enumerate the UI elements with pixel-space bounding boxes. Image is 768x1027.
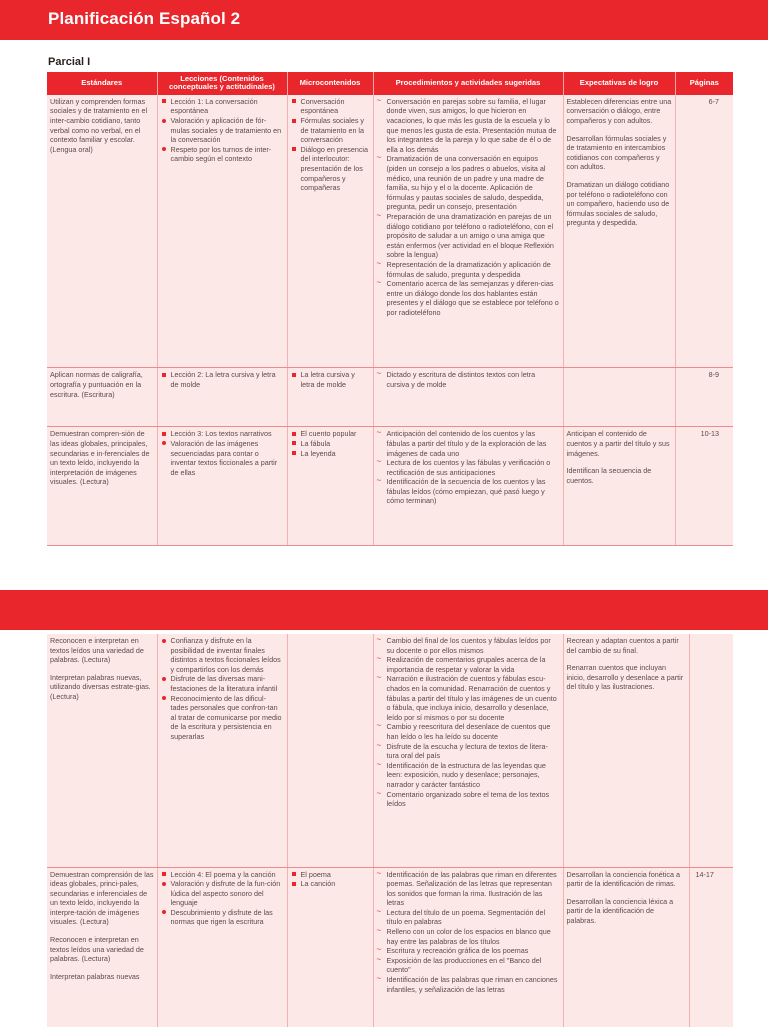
col-header: Procedimientos y actividades sugeridas xyxy=(373,72,563,95)
list-item: La leyenda xyxy=(291,449,370,459)
estandar-text: Interpretan palabras nuevas, utilizando diversas estrate-gias. (Lectura) xyxy=(50,672,151,701)
planning-table-1 xyxy=(47,72,733,546)
section-label: Parcial I xyxy=(48,56,91,68)
list-item: ~ Identificación de la secuencia de los cuentos y las fábulas leídos (cómo empiezan, qué pasó luego y cómo terminan) xyxy=(377,477,560,506)
list-item: ~ Anticipación del contenido de los cuentos y las fábulas a partir del título y de la exploración de las imágenes de cada uno xyxy=(377,429,560,458)
expectativa-text: Desarrollan fórmulas sociales y de tratamiento en intercambios cotidianos con compañeros y con adultos. xyxy=(566,133,667,172)
list-item: Conversación espontánea xyxy=(291,97,370,116)
list-item: ~ Escritura y recreación gráfica de los poemas xyxy=(377,946,560,956)
list-item: Disfrute de las diversas mani-festaciones de la literatura infantil xyxy=(161,674,284,693)
list-item: Respeto por los turnos de inter-cambio según el contexto xyxy=(161,145,284,164)
estandar-text: Reconocen e interpretan en textos leídos una variedad de palabras. (Lectura) xyxy=(50,935,144,964)
list-item: La fábula xyxy=(291,439,370,449)
list-item: El cuento popular xyxy=(291,429,370,439)
list-item: Valoración y disfrute de la fun-ción lúdica del aspecto sonoro del lenguaje xyxy=(161,879,284,908)
col-header: Páginas xyxy=(675,72,733,95)
table-row xyxy=(47,634,733,867)
expectativa-text: Desarrollan la conciencia fonética a partir de la identificación de rimas. xyxy=(566,869,680,889)
col-header: Expectativas de logro xyxy=(563,72,675,95)
list-item: Valoración y aplicación de fór-mulas sociales y de tratamiento en la conversación xyxy=(161,116,284,145)
paginas-cell: 10-13 xyxy=(675,427,733,546)
list-item: Diálogo en presencia del interlocutor: presentación de los compañeros y compañeras xyxy=(291,145,370,193)
micro-cell xyxy=(287,634,373,867)
expectativa-text: Renarran cuentos que incluyan inicio, desarrollo y desenlace a partir del título y las ilustraciones. xyxy=(566,663,684,692)
lecciones-cell xyxy=(157,427,287,546)
list-item: Reconocimiento de las dificul-tades personales que confron-tan al tratar de comunicarse por medio de la escritura y persistencia en superarlas xyxy=(161,694,284,742)
planning-table-2 xyxy=(47,634,733,1027)
estandar-text: Reconocen e interpretan en textos leídos una variedad de palabras. (Lectura) xyxy=(50,636,144,665)
expectativa-text: Dramatizan un diálogo cotidiano por teléfono o radioteléfono con un compañero, haciendo uso de fórmulas sociales de saludo, pregunta y despedida. xyxy=(566,179,670,228)
expectativas-cell xyxy=(563,95,675,368)
list-item: ~ Comentario organizado sobre el tema de los textos leídos xyxy=(377,790,560,809)
estandar-cell: Aplican normas de caligrafía, ortografía y puntuación en la escritura. (Escritura) xyxy=(47,368,157,427)
expectativas-cell xyxy=(563,634,689,867)
table-header xyxy=(47,72,733,95)
expectativa-text: Anticipan el contenido de cuentos y a partir del título y sus imágenes. xyxy=(566,429,670,458)
list-item: ~ Identificación de las palabras que riman en diferentes poemas. Señalización de las letras que representan los sonidos que forman la rima. Ilustración de las letras xyxy=(377,870,560,908)
list-item: La letra cursiva y letra de molde xyxy=(291,370,370,389)
list-item: ~ Cambio y reescritura del desenlace de cuentos que han leído o les ha leído su docente xyxy=(377,722,560,741)
page-title: Planificación Español 2 xyxy=(48,9,241,28)
list-item: Lección 3: Los textos narrativos xyxy=(161,429,284,439)
list-item: Valoración de las imágenes secuenciadas para contar o inventar textos ficcionales a partir de ellas xyxy=(161,439,284,477)
estandar-cell: Demuestran compren-sión de las ideas globales, principales, secundarias e in-ferenciales de un texto leído, incluyendo la interpretación de imágenes visuales. (Lectura) xyxy=(47,427,157,546)
estandar-cell xyxy=(47,634,157,867)
expectativa-text: Recrean y adaptan cuentos a partir del cambio de su final. xyxy=(566,636,679,655)
expectativas-cell xyxy=(563,427,675,546)
expectativas-cell xyxy=(563,368,675,427)
procedimientos-cell xyxy=(373,368,563,427)
table-row xyxy=(47,867,733,1027)
micro-cell xyxy=(287,368,373,427)
micro-cell xyxy=(287,427,373,546)
paginas-cell: 14-17 xyxy=(689,867,733,1027)
procedimientos-cell xyxy=(373,867,563,1027)
list-item: ~ Exposición de las producciones en el "Banco del cuento" xyxy=(377,956,560,975)
col-header: Lecciones (Contenidos conceptuales y actitudinales) xyxy=(157,72,287,95)
procedimientos-cell xyxy=(373,95,563,368)
list-item: ~ Identificación de la estructura de las leyendas que leen: exposición, nudo y desenlace; personajes, narrador y carácter fantástico xyxy=(377,761,560,790)
list-item: ~ Representación de la dramatización y aplicación de fórmulas de saludo, pregunta y despedida xyxy=(377,260,560,279)
list-item: ~ Comentario acerca de las semejanzas y diferen-cias entre un diálogo donde los dos hablantes están presentes y el diálogo que se establece por teléfono o por radioteléfono xyxy=(377,279,560,317)
list-item: La canción xyxy=(291,879,370,889)
estandar-text: Demuestran comprensión de las ideas globales, princi-pales, secundarias e inferenciales de un texto leído, incluyendo la interpre-tación de imágenes visuales. (Lectura) xyxy=(50,869,154,927)
col-header: Microcontenidos xyxy=(287,72,373,95)
table-row xyxy=(47,427,733,546)
procedimientos-cell xyxy=(373,427,563,546)
header-banner xyxy=(0,0,768,40)
expectativa-text: Identifican la secuencia de cuentos. xyxy=(566,466,652,485)
list-item: ~ Disfrute de la escucha y lectura de textos de litera-tura oral del país xyxy=(377,742,560,761)
table-row xyxy=(47,368,733,427)
list-item: El poema xyxy=(291,870,370,880)
lecciones-cell xyxy=(157,634,287,867)
page-divider-banner xyxy=(0,590,768,630)
list-item: ~ Identificación de las palabras que riman en canciones infantiles, y señalización de las letras xyxy=(377,975,560,994)
list-item: ~ Lectura del título de un poema. Segmentación del título en palabras xyxy=(377,908,560,927)
list-item: ~ Dictado y escritura de distintos textos con letra cursiva y de molde xyxy=(377,370,560,389)
expectativa-text: Establecen diferencias entre una conversación o diálogo, entre compañeros y con adultos. xyxy=(566,96,672,125)
expectativas-cell xyxy=(563,867,689,1027)
list-item: Confianza y disfrute en la posibilidad de inventar finales distintos a textos ficcionales leídos y compartirlos con los demás xyxy=(161,636,284,674)
procedimientos-cell xyxy=(373,634,563,867)
list-item: ~ Realización de comentarios grupales acerca de la importancia de respetar y valorar la vida xyxy=(377,655,560,674)
lecciones-cell xyxy=(157,95,287,368)
estandar-cell: Utilizan y comprenden formas sociales y de tratamiento en el inter-cambio cotidiano, tanto verbal como no verbal, en el contexto familiar y escolar. (Lengua oral) xyxy=(47,95,157,368)
list-item: ~ Preparación de una dramatización en parejas de un diálogo cotidiano por teléfono o radioteléfono, con el propósito de saludar a un amigo o una amiga que están enfermos (ver actividad en el bloque Reflexión sobre la lengua) xyxy=(377,212,560,260)
list-item: ~ Conversación en parejas sobre su familia, el lugar donde viven, sus amigos, lo que hicieron en vacaciones, lo que más les gusta de la escuela y lo que menos les gusta de esta. Presentación mutua de los integrantes de la pareja y lo que sabe de él o de ella a los demás xyxy=(377,97,560,155)
list-item: ~ Lectura de los cuentos y las fábulas y verificación o rectificación de sus anticipaciones xyxy=(377,458,560,477)
list-item: ~ Narración e ilustración de cuentos y fábulas escu-chados en la comunidad. Renarración de cuentos y fábulas a partir del título y las imágenes de un cuento o fábula, que incluya inicio, desarrollo y desenlace, leído por sí mismos o por su docente xyxy=(377,674,560,722)
micro-cell xyxy=(287,867,373,1027)
paginas-cell: 8-9 xyxy=(675,368,733,427)
paginas-cell: 6-7 xyxy=(675,95,733,368)
list-item: Lección 1: La conversación espontánea xyxy=(161,97,284,116)
list-item: Descubrimiento y disfrute de las normas que rigen la escritura xyxy=(161,908,284,927)
list-item: ~ Relleno con un color de los espacios en blanco que hay entre las palabras de los títulos xyxy=(377,927,560,946)
paginas-cell xyxy=(689,634,733,867)
list-item: Lección 2: La letra cursiva y letra de molde xyxy=(161,370,284,389)
table-row xyxy=(47,95,733,368)
expectativa-text: Desarrollan la conciencia léxica a partir de la identificación de palabras. xyxy=(566,896,674,925)
list-item: Lección 4: El poema y la canción xyxy=(161,870,284,880)
list-item: ~ Dramatización de una conversación en equipos (piden un consejo a los padres o abuelos, visita al médico, una reunión de un padre y una madre de familia, su hijo y el o la docente. Aplicación de fórmulas y pautas sociales de saludo, despedida, pregunta, pedir un consejo, presentación xyxy=(377,154,560,212)
lecciones-cell xyxy=(157,368,287,427)
list-item: Fórmulas sociales y de tratamiento en la conversación xyxy=(291,116,370,145)
micro-cell xyxy=(287,95,373,368)
lecciones-cell xyxy=(157,867,287,1027)
estandar-cell xyxy=(47,867,157,1027)
list-item: ~ Cambio del final de los cuentos y fábulas leídos por su docente o por ellos mismos xyxy=(377,636,560,655)
estandar-text: Interpretan palabras nuevas xyxy=(50,971,140,981)
col-header: Estándares xyxy=(47,72,157,95)
